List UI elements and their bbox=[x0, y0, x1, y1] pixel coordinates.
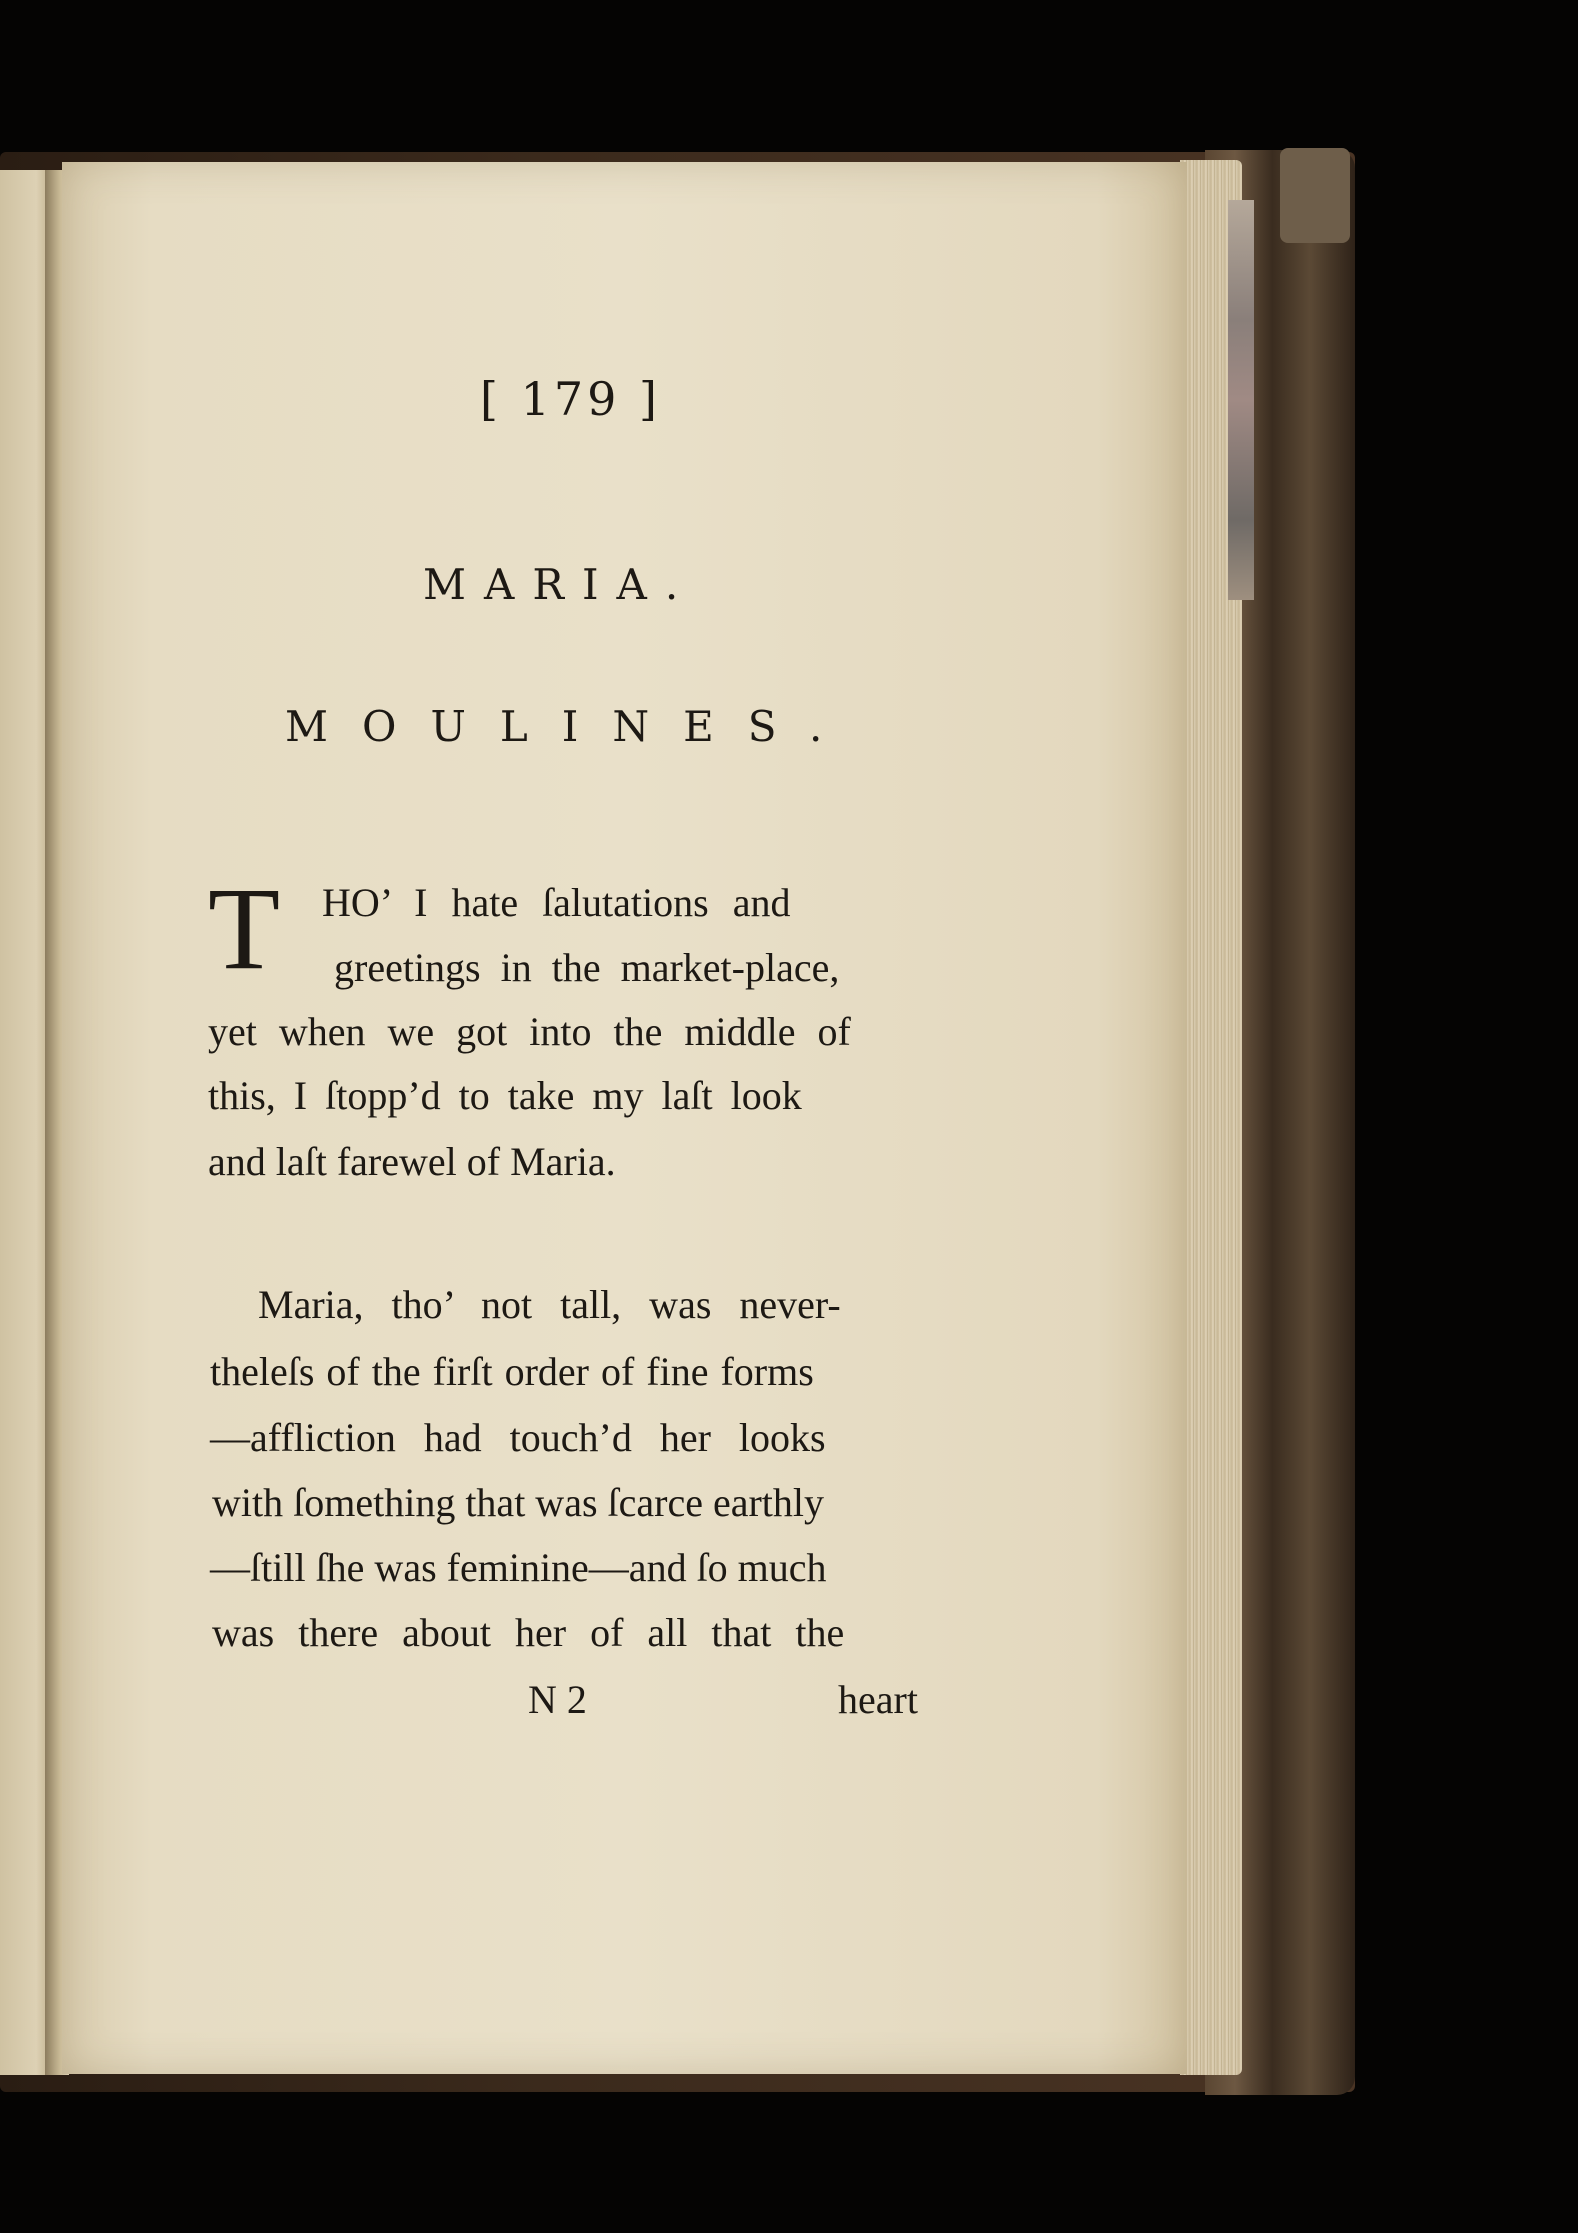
text-line bbox=[258, 1282, 934, 1327]
text-line-content: yet when we got into the middle of bbox=[208, 1009, 851, 1054]
text-line-content: this, I ſtopp’d to take my laſt look bbox=[208, 1073, 802, 1118]
text-line-content: —ſtill ſhe was feminine—and ſo much bbox=[210, 1545, 827, 1590]
text-line bbox=[210, 1349, 936, 1394]
signature-mark: N 2 bbox=[528, 1677, 587, 1722]
catchword: heart bbox=[838, 1677, 918, 1722]
text-line bbox=[208, 1009, 932, 1054]
text-line bbox=[212, 1480, 936, 1525]
text-line bbox=[334, 945, 932, 990]
page-number: [ 179 ] bbox=[480, 372, 661, 426]
leather-corner bbox=[1280, 148, 1350, 243]
right-page bbox=[62, 162, 1187, 2074]
text-line-content: and laſt farewel of Maria. bbox=[208, 1139, 616, 1184]
text-line-content: —affliction had touch’d her looks bbox=[210, 1415, 826, 1460]
marbled-endpaper bbox=[1228, 200, 1254, 600]
text-line-content: HO’ I hate ſalutations and bbox=[322, 880, 791, 925]
text-line bbox=[208, 1073, 932, 1118]
text-line bbox=[212, 1610, 936, 1655]
drop-cap: T bbox=[208, 863, 281, 994]
chapter-subtitle: MOULINES. bbox=[285, 702, 857, 751]
text-line-content: Maria, tho’ not tall, was never- bbox=[258, 1282, 841, 1327]
text-line-content: with ſomething that was ſcarce earthly bbox=[212, 1480, 825, 1525]
text-line bbox=[322, 880, 927, 925]
text-line bbox=[208, 1139, 932, 1184]
text-line-content: was there about her of all that the bbox=[212, 1610, 845, 1655]
chapter-title: MARIA. bbox=[423, 560, 697, 609]
text-line bbox=[210, 1415, 936, 1460]
text-line-content: theleſs of the firſt order of fine forms bbox=[210, 1349, 814, 1394]
text-line-content: greetings in the market-place, bbox=[334, 945, 840, 990]
text-line bbox=[210, 1545, 936, 1590]
